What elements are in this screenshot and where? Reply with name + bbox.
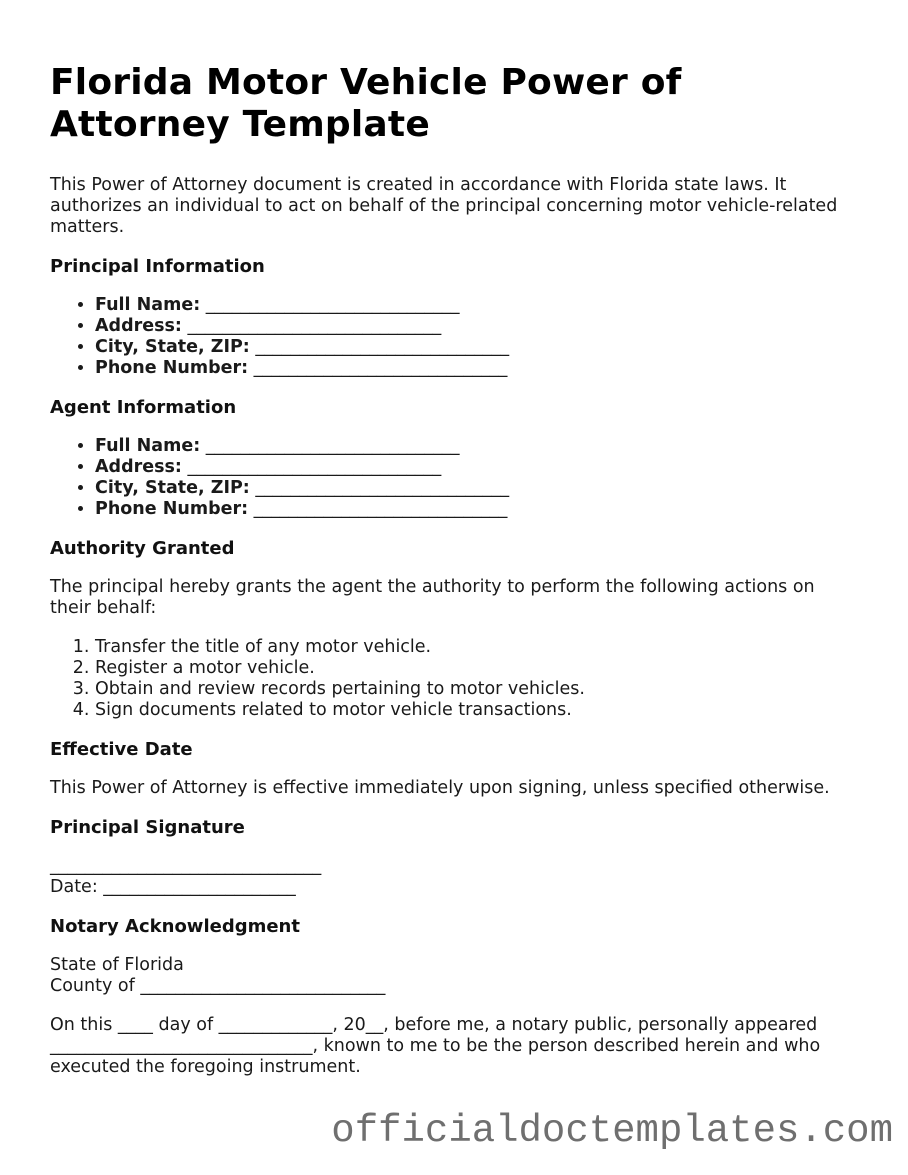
- notary-acknowledgment-heading: Notary Acknowledgment: [50, 916, 300, 937]
- notary-state-county-block: [50, 955, 860, 997]
- field-label: City, State, ZIP:: [95, 337, 250, 357]
- agent-full-name-item: [95, 436, 860, 457]
- field-label: Full Name:: [95, 436, 201, 456]
- field-label: Address:: [95, 457, 182, 477]
- principal-phone-item: [95, 358, 860, 379]
- city-state-zip-blank: _____________________________: [249, 478, 510, 498]
- effective-date-heading: Effective Date: [50, 739, 193, 760]
- principal-info-heading: Principal Information: [50, 256, 265, 277]
- city-state-zip-blank: _____________________________: [249, 337, 510, 357]
- principal-address-item: [95, 316, 860, 337]
- effective-date-paragraph: This Power of Attorney is effective immediately upon signing, unless specified otherwise.: [50, 778, 830, 798]
- authority-intro-paragraph: The principal hereby grants the agent the authority to perform the following actions on their behalf:: [50, 577, 815, 618]
- document-title: Florida Motor Vehicle Power of Attorney Template: [50, 62, 682, 145]
- signature-blank: _______________________________: [50, 856, 322, 876]
- address-blank: _____________________________: [181, 457, 442, 477]
- agent-phone-item: [95, 499, 860, 520]
- field-label: Phone Number:: [95, 358, 249, 378]
- field-label: City, State, ZIP:: [95, 478, 250, 498]
- date-blank: ______________________: [97, 877, 296, 897]
- field-label: Full Name:: [95, 295, 201, 315]
- principal-info-list: [50, 295, 860, 379]
- authority-action-item: 2. Register a motor vehicle.: [95, 658, 860, 679]
- state-line: State of Florida: [50, 955, 184, 975]
- agent-info-list: [50, 436, 860, 520]
- principal-full-name-item: [95, 295, 860, 316]
- authority-granted-heading: Authority Granted: [50, 538, 235, 559]
- county-blank: ____________________________: [134, 976, 386, 996]
- authority-action-item: 4. Sign documents related to motor vehicle transactions.: [95, 700, 860, 721]
- address-blank: _____________________________: [181, 316, 442, 336]
- field-label: Address:: [95, 316, 182, 336]
- intro-paragraph: This Power of Attorney document is created in accordance with Florida state laws. It authorizes an individual to act on behalf of the principal concerning motor vehicle-related matters.: [50, 175, 838, 237]
- authority-action-item: 1. Transfer the title of any motor vehicle.: [95, 637, 860, 658]
- county-label: County of: [50, 976, 135, 996]
- principal-signature-heading: Principal Signature: [50, 817, 245, 838]
- full-name-blank: _____________________________: [200, 295, 460, 315]
- date-label: Date:: [50, 877, 98, 897]
- principal-city-state-zip-item: [95, 337, 860, 358]
- authority-actions-list: [50, 637, 860, 721]
- agent-info-heading: Agent Information: [50, 397, 237, 418]
- agent-city-state-zip-item: [95, 478, 860, 499]
- signature-block: [50, 856, 860, 898]
- field-label: Phone Number:: [95, 499, 249, 519]
- authority-action-item: 3. Obtain and review records pertaining to motor vehicles.: [95, 679, 860, 700]
- agent-address-item: [95, 457, 860, 478]
- phone-blank: _____________________________: [248, 358, 508, 378]
- notary-body-paragraph: On this ____ day of _____________, 20__, before me, a notary public, personally appeared ______________________________, known to me to be the person described herein and who executed the foregoing instrument.: [50, 1015, 821, 1077]
- watermark-text: officialdoctemplates.com: [331, 1109, 893, 1153]
- phone-blank: _____________________________: [248, 499, 508, 519]
- full-name-blank: _____________________________: [200, 436, 460, 456]
